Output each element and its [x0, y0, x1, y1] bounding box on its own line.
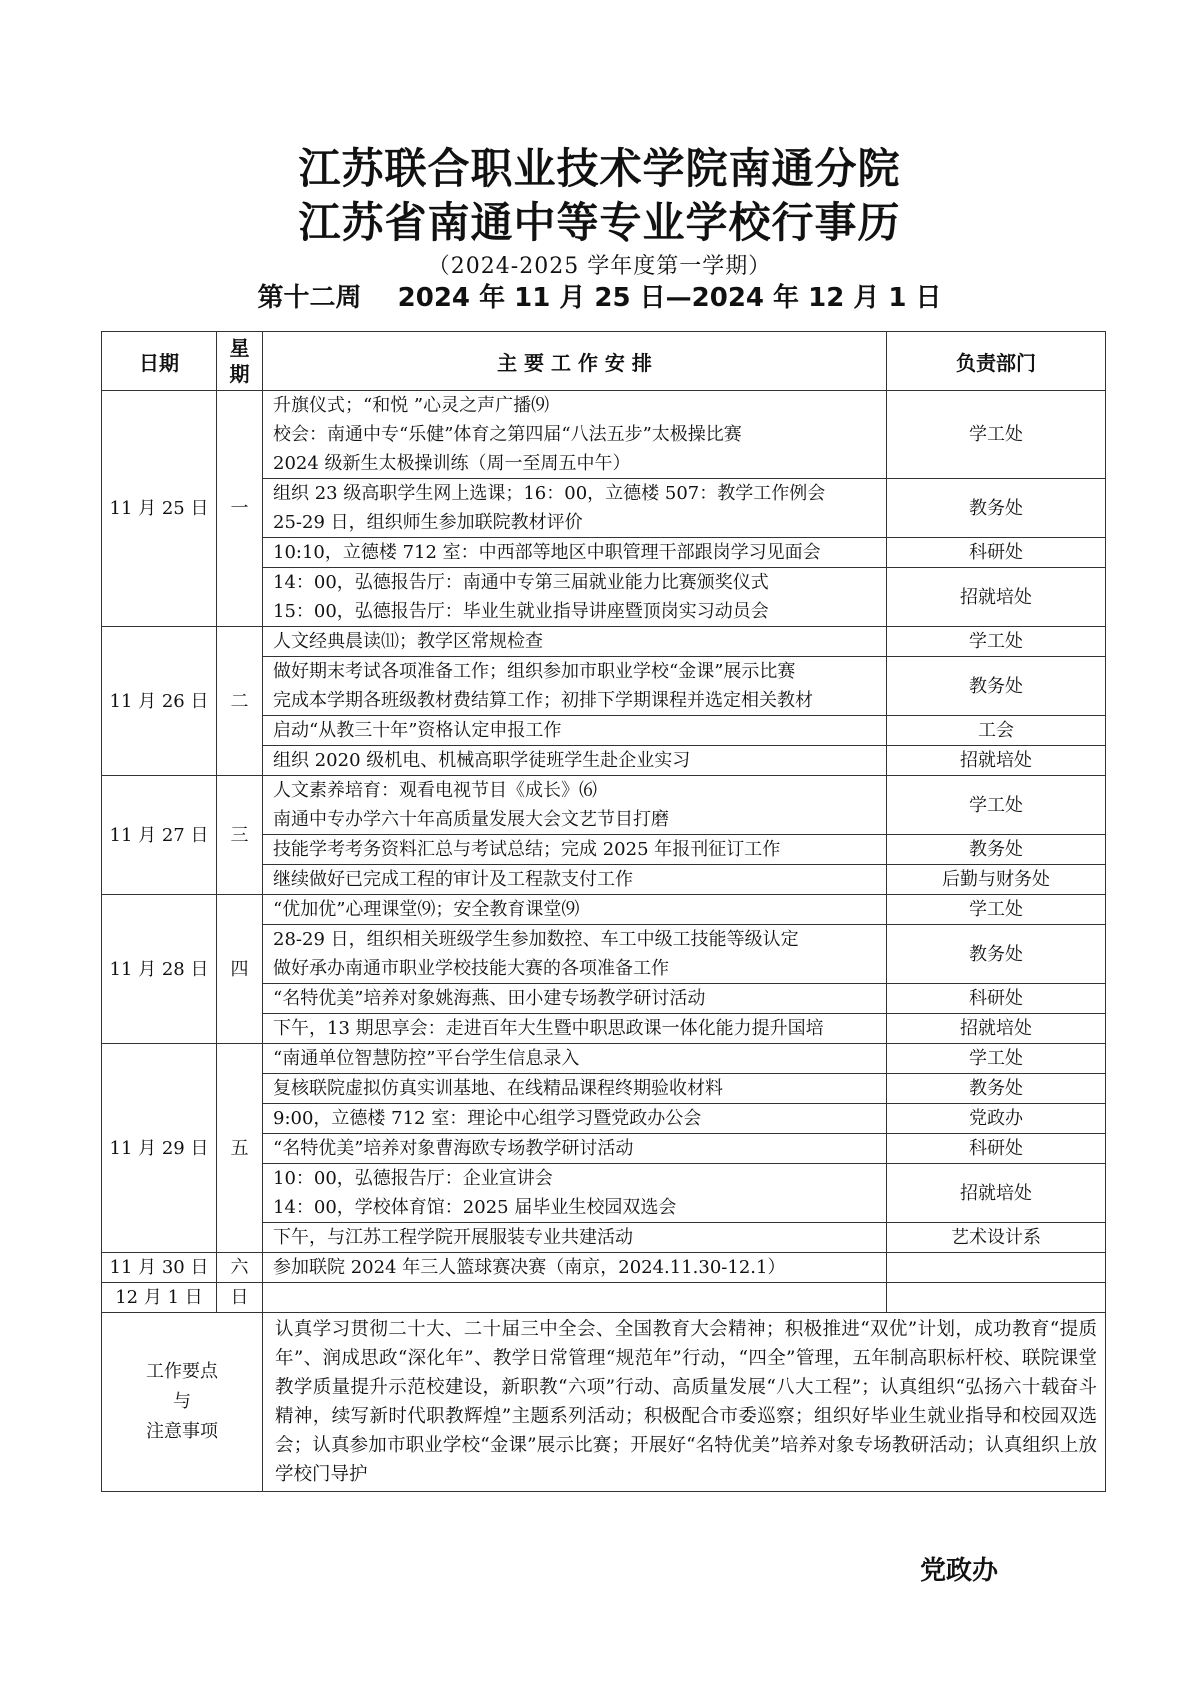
- task-cell: [263, 1134, 887, 1164]
- notes-text: 认真学习贯彻二十大、二十届三中全会、全国教育大会精神；积极推进“双优”计划，成功教育“提质年”、润成思政“深化年”、教学日常管理“规范年”行动，“四全”管理，五年制高职标杆校、联院课堂教学质量提升示范校建设，新职教“六项”行动、高质量发展“八大工程”；认真组织“弘扬六十载奋斗精神，续写新时代职教辉煌”主题系列活动；积极配合市委巡察；组织好毕业生就业指导和校园双选会；认真参加市职业学校“金课”展示比赛；开展好“名特优美”培养对象专场教研活动；认真组织上放学校门导护: [263, 1313, 1106, 1492]
- task-line: 完成本学期各班级教材费结算工作；初排下学期课程并选定相关教材: [273, 690, 813, 711]
- task-cell: [263, 1074, 887, 1104]
- task-cell: [263, 391, 887, 479]
- dept-cell: 党政办: [887, 1104, 1106, 1134]
- schedule-table: [101, 331, 1106, 1492]
- task-cell: [263, 716, 887, 746]
- task-line: 升旗仪式；“和悦 ”心灵之声广播⑼: [273, 395, 550, 416]
- table-row: [102, 776, 1106, 835]
- task-line: 9:00，立德楼 712 室：理论中心组学习暨党政办公会: [273, 1108, 702, 1129]
- col-header-weekday: [217, 332, 263, 391]
- dept-cell: 科研处: [887, 1134, 1106, 1164]
- task-cell: [263, 627, 887, 657]
- col-header-task: 主 要 工 作 安 排: [263, 332, 887, 391]
- task-line: 15：00，弘德报告厅：毕业生就业指导讲座暨顶岗实习动员会: [273, 601, 769, 622]
- dept-cell: 工会: [887, 716, 1106, 746]
- day-weekday: 一: [217, 391, 263, 627]
- task-line: 参加联院 2024 年三人篮球赛决赛（南京，2024.11.30-12.1）: [273, 1257, 786, 1278]
- task-line: 14：00，学校体育馆：2025 届毕业生校园双选会: [273, 1197, 677, 1218]
- signature: 党政办: [920, 1556, 999, 1586]
- task-line: 人文素养培育：观看电视节目《成长》⑹: [273, 780, 597, 801]
- task-line: 启动“从教三十年”资格认定申报工作: [273, 720, 562, 741]
- weekday-header-text: 星期: [229, 336, 250, 386]
- task-line: 下午，13 期思享会：走进百年大生暨中职思政课一体化能力提升国培: [273, 1018, 824, 1039]
- dept-cell: 招就培处: [887, 1014, 1106, 1044]
- day-date: 11 月 30 日: [102, 1253, 217, 1283]
- task-line: [273, 1283, 886, 1312]
- col-header-date: 日期: [102, 332, 217, 391]
- table-row: [102, 895, 1106, 925]
- dept-cell: 教务处: [887, 657, 1106, 716]
- dept-cell: 科研处: [887, 984, 1106, 1014]
- day-weekday: 五: [217, 1044, 263, 1253]
- dept-cell: [887, 1283, 1106, 1313]
- task-cell: [263, 1044, 887, 1074]
- notes-label: [102, 1313, 263, 1492]
- table-row: [102, 1253, 1106, 1283]
- task-cell: [263, 657, 887, 716]
- table-row: [102, 391, 1106, 479]
- task-cell: [263, 1014, 887, 1044]
- task-line: 10：00，弘德报告厅：企业宣讲会: [273, 1168, 553, 1189]
- dept-cell: 科研处: [887, 538, 1106, 568]
- task-cell: [263, 835, 887, 865]
- task-cell: [263, 568, 887, 627]
- day-date: 11 月 29 日: [102, 1044, 217, 1253]
- task-cell: [263, 538, 887, 568]
- task-line: 南通中专办学六十年高质量发展大会文艺节目打磨: [273, 809, 669, 830]
- task-line: “名特优美”培养对象姚海燕、田小建专场教学研讨活动: [273, 988, 706, 1009]
- day-weekday: 日: [217, 1283, 263, 1313]
- task-cell: [263, 776, 887, 835]
- task-cell: [263, 1104, 887, 1134]
- day-date: 11 月 27 日: [102, 776, 217, 895]
- table-header-row: [102, 332, 1106, 391]
- task-line: 14：00，弘德报告厅：南通中专第三届就业能力比赛颁奖仪式: [273, 572, 769, 593]
- dept-cell: 招就培处: [887, 568, 1106, 627]
- task-line: 人文经典晨读⑾；教学区常规检查: [273, 631, 543, 652]
- task-line: 技能学考考务资料汇总与考试总结；完成 2025 年报刊征订工作: [273, 839, 781, 860]
- table-row: [102, 627, 1106, 657]
- task-cell: [263, 479, 887, 538]
- dept-cell: [887, 1253, 1106, 1283]
- page-title-line1: 江苏联合职业技术学院南通分院: [298, 144, 901, 193]
- dept-cell: 学工处: [887, 627, 1106, 657]
- task-cell: [263, 895, 887, 925]
- notes-label-line: 注意事项: [146, 1421, 218, 1442]
- dept-cell: 教务处: [887, 835, 1106, 865]
- dept-cell: 教务处: [887, 479, 1106, 538]
- table-row: [102, 1283, 1106, 1313]
- task-cell: [263, 1253, 887, 1283]
- dept-cell: 招就培处: [887, 746, 1106, 776]
- page-title-line2: 江苏省南通中等专业学校行事历: [298, 198, 901, 247]
- day-weekday: 四: [217, 895, 263, 1044]
- dept-cell: 艺术设计系: [887, 1223, 1106, 1253]
- dept-cell: 学工处: [887, 895, 1106, 925]
- task-cell: [263, 1164, 887, 1223]
- day-weekday: 六: [217, 1253, 263, 1283]
- day-date: 11 月 26 日: [102, 627, 217, 776]
- task-line: 做好承办南通市职业学校技能大赛的各项准备工作: [273, 958, 669, 979]
- task-line: 继续做好已完成工程的审计及工程款支付工作: [273, 869, 633, 890]
- task-cell: [263, 1283, 887, 1313]
- dept-cell: 学工处: [887, 391, 1106, 479]
- task-line: 组织 23 级高职学生网上选课；16：00，立德楼 507：教学工作例会: [273, 483, 826, 504]
- task-line: 复核联院虚拟仿真实训基地、在线精品课程终期验收材料: [273, 1078, 723, 1099]
- task-line: “优加优”心理课堂⑼；安全教育课堂⑼: [273, 899, 580, 920]
- day-date: 11 月 25 日: [102, 391, 217, 627]
- day-date: 11 月 28 日: [102, 895, 217, 1044]
- task-line: 2024 级新生太极操训练（周一至周五中午）: [273, 453, 631, 474]
- dept-cell: 学工处: [887, 776, 1106, 835]
- day-date: 12 月 1 日: [102, 1283, 217, 1313]
- task-line: 校会：南通中专“乐健”体育之第四届“八法五步”太极操比赛: [273, 424, 742, 445]
- task-cell: [263, 925, 887, 984]
- day-weekday: 三: [217, 776, 263, 895]
- task-cell: [263, 984, 887, 1014]
- task-line: 25-29 日，组织师生参加联院教材评价: [273, 512, 583, 533]
- task-cell: [263, 746, 887, 776]
- week-range: 第十二周 2024 年 11 月 25 日—2024 年 12 月 1 日: [257, 283, 942, 313]
- notes-label-line: 工作要点: [146, 1361, 218, 1382]
- dept-cell: 教务处: [887, 1074, 1106, 1104]
- task-line: 10:10，立德楼 712 室：中西部等地区中职管理干部跟岗学习见面会: [273, 542, 821, 563]
- notes-label-line: 与: [173, 1391, 191, 1412]
- dept-cell: 招就培处: [887, 1164, 1106, 1223]
- task-cell: [263, 865, 887, 895]
- notes-row: [102, 1313, 1106, 1492]
- task-cell: [263, 1223, 887, 1253]
- col-header-dept: 负责部门: [887, 332, 1106, 391]
- table-row: [102, 1044, 1106, 1074]
- dept-cell: 后勤与财务处: [887, 865, 1106, 895]
- task-line: 组织 2020 级机电、机械高职学徒班学生赴企业实习: [273, 750, 691, 771]
- task-line: 28-29 日，组织相关班级学生参加数控、车工中级工技能等级认定: [273, 929, 799, 950]
- schedule-body: [102, 391, 1106, 1313]
- task-line: 下午，与江苏工程学院开展服装专业共建活动: [273, 1227, 633, 1248]
- day-weekday: 二: [217, 627, 263, 776]
- dept-cell: 学工处: [887, 1044, 1106, 1074]
- task-line: “南通单位智慧防控”平台学生信息录入: [273, 1048, 580, 1069]
- task-line: 做好期末考试各项准备工作；组织参加市职业学校“金课”展示比赛: [273, 661, 796, 682]
- dept-cell: 教务处: [887, 925, 1106, 984]
- term-subtitle: （2024-2025 学年度第一学期）: [427, 254, 772, 279]
- task-line: “名特优美”培养对象曹海欧专场教学研讨活动: [273, 1138, 634, 1159]
